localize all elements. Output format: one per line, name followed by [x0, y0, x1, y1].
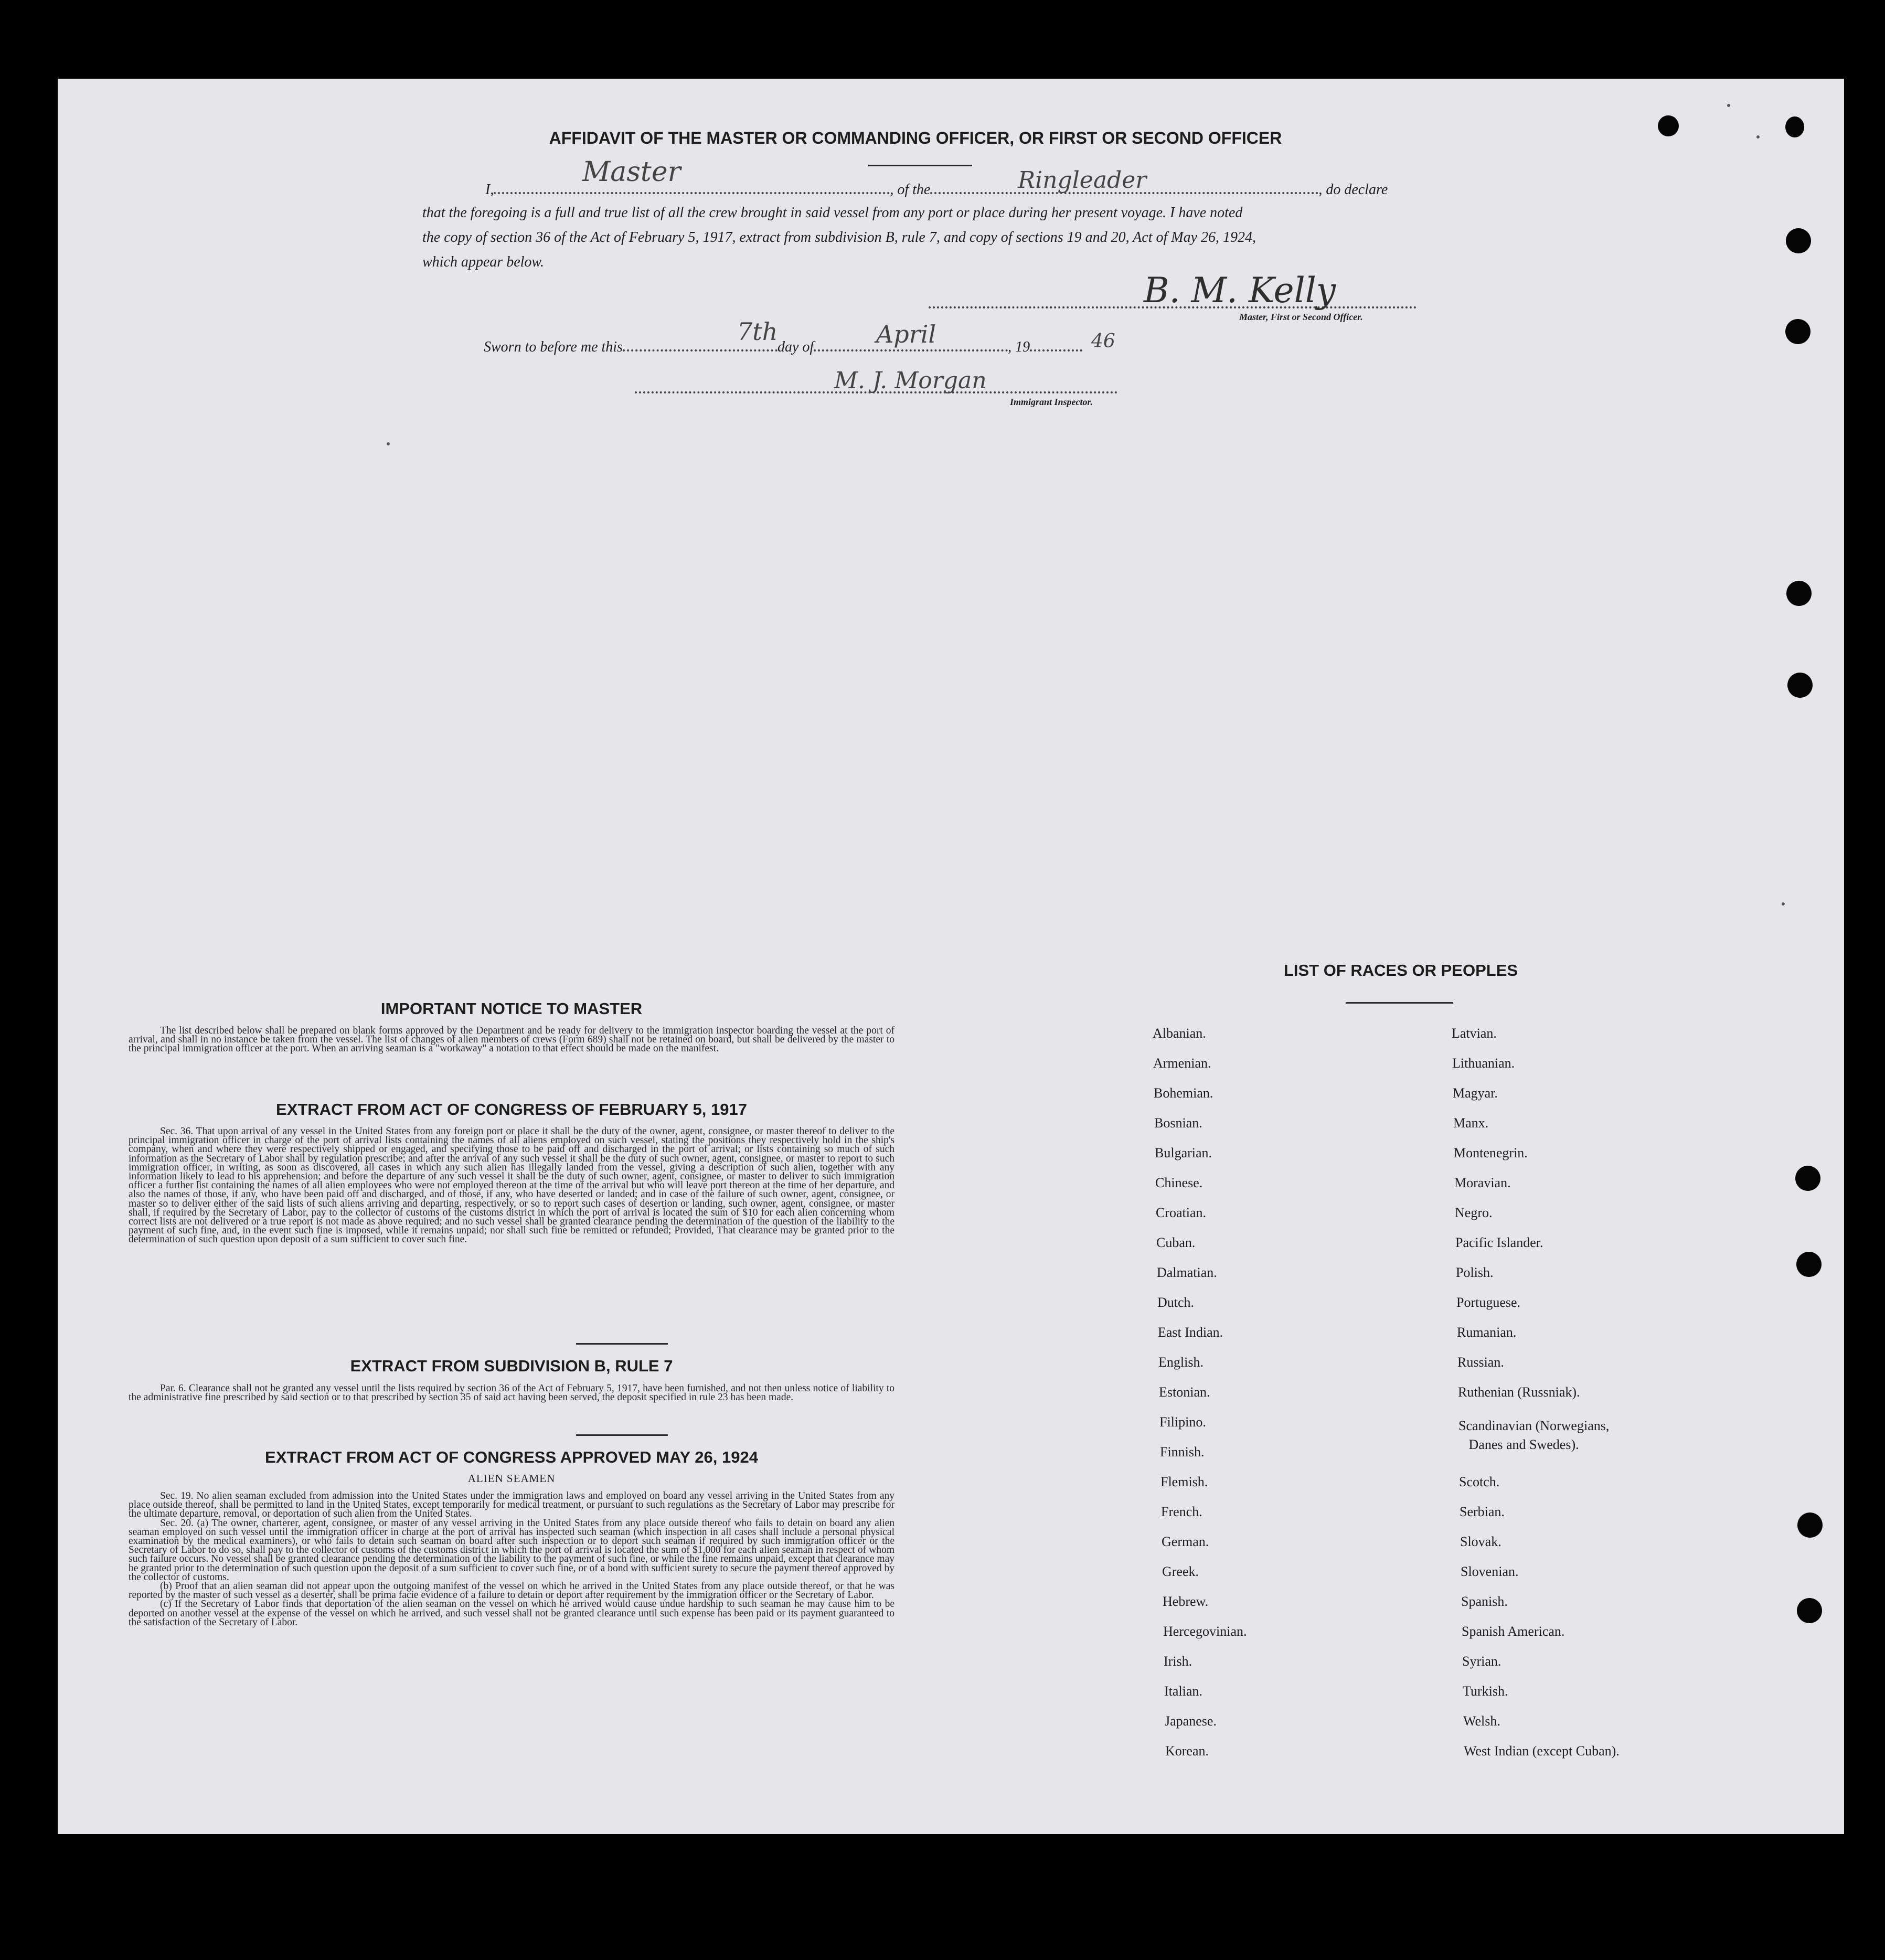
- declaration-line-1: I, , of the , do declare: [485, 179, 1388, 198]
- handwritten-month: April: [876, 320, 936, 348]
- race-item: Scandinavian (Norwegians, Danes and Swedes).: [1458, 1418, 1610, 1452]
- punch-hole: [1785, 319, 1811, 344]
- race-item: Negro.: [1455, 1205, 1493, 1220]
- race-item: West Indian (except Cuban).: [1464, 1743, 1620, 1759]
- sec-20a-text: Sec. 20. (a) The owner, charterer, agent, consignee, or master of any vessel arriving in the United States from any place outside thereof who fails to detain on board any alien seaman employed on such vessel until the immigration officer in charge at the port of arrival has inspected such seaman (which inspection in all cases shall include a personal physical examination by the medical examiners), or who fails to detain such seaman on board after such inspection or to deport such seaman if required by such immigration officer or the Secretary of Labor to do so, shall pay to the collector of customs of the customs district in which the port of arrival is located the sum of $1,000 for each alien seaman in respect of whom such failure occurs. No vessel shall be granted clearance pending the determination of the liability to the payment of such fine, or while the fine remains unpaid, except that clearance may be granted prior to the determination of such question upon the deposit of a sum sufficient to cover such fine, or of a bond with sufficient surety to secure the payment thereof approved by the collector of customs.: [129, 1517, 894, 1583]
- punch-hole: [1786, 228, 1811, 253]
- race-item: Lithuanian.: [1452, 1056, 1515, 1071]
- race-item: Rumanian.: [1457, 1325, 1517, 1340]
- punch-hole: [1797, 1512, 1823, 1538]
- races-title: LIST OF RACES OR PEOPLES: [1283, 961, 1518, 979]
- race-item: Manx.: [1453, 1115, 1489, 1131]
- race-item: Bulgarian.: [1155, 1145, 1212, 1160]
- extract-1917-text: Sec. 36. That upon arrival of any vessel in the United States from any foreign port or place it shall be the duty of the owner, agent, consignee, or master thereof to deliver to the principal immigration officer in charge of the port of arrival lists containing the names of all aliens employed on such vessel, stating the positions they respectively hold in the ship's company, when and where they were respectively shipped or engaged, and specifying those to be paid off and discharged in the port of arrival; or lists containing so much of such information as the Secretary of Labor shall by regulation prescribe; and after the arrival of any such vessel it shall be the duty of such owner, agent, consignee, or master to report to such immigration officer, in writing, as soon as discovered, all cases in which any such alien has illegally landed from the vessel, giving a description of such alien, together with any information likely to lead to his apprehension; and before the departure of any such vessel it shall be the duty of such owner, agent, consignee, or master to deliver to such immigration officer a further list containing the names of all alien employees who were not employed thereon at the time of the arrival but who will leave port thereon at the time of her departure, and also the names of those, if any, who have been paid off and discharged, and of those, if any, who have deserted or landed; and in case of the failure of such owner, agent, consignee, or master so to deliver either of the said lists of such aliens arriving and departing, respectively, or so to report such cases of desertion or landing, such owner, agent, consignee, or master shall, if required by the Secretary of Labor, pay to the collector of customs of the customs district in which the port of arrival is located the sum of $10 for each alien concerning whom correct lists are not delivered or a true report is not made as above required; and no such vessel shall be granted clearance pending the determination of the question of the liability to the payment of such fine, and, in the event such fine is imposed, while it remains unpaid; nor shall such fine be remitted or refunded; Provided, That clearance may be granted prior to the determination of such question upon deposit of a sum sufficient to cover such fine.: [129, 1126, 894, 1245]
- race-item: Finnish.: [1160, 1444, 1205, 1460]
- declaration-line-2: that the foregoing is a full and true list of all the crew brought in said vessel from any port or place during her present voyage. I have noted: [422, 205, 1243, 221]
- punch-hole: [1797, 1598, 1822, 1623]
- notice-title: IMPORTANT NOTICE TO MASTER: [380, 999, 643, 1018]
- race-item: Bohemian.: [1154, 1085, 1213, 1101]
- race-item: Cuban.: [1156, 1235, 1196, 1250]
- rule-7-text: Par. 6. Clearance shall not be granted any vessel until the lists required by section 36 of the Act of February 5, 1917, have been furnished, and not then unless notice of liability to the administrative fine prescribed by said section or to that prescribed by section 35 of said act having been served, the deposit specified in rule 23 has been made.: [129, 1383, 894, 1403]
- race-item: Scotch.: [1459, 1474, 1500, 1489]
- sec-19-text: Sec. 19. No alien seaman excluded from admission into the United States under the immigration laws and employed on board any vessel arriving in the United States from any place outside thereof, shall be permitted to land in the United States, except temporarily for medical treatment, or pursuant to such regulations as the Secretary of Labor may prescribe for the ultimate departure, removal, or deportation of such alien from the United States.: [129, 1490, 894, 1520]
- race-item: Japanese.: [1165, 1713, 1217, 1729]
- race-item: Montenegrin.: [1454, 1145, 1528, 1160]
- punch-hole: [1796, 1252, 1822, 1277]
- scan-speck: [1756, 135, 1760, 139]
- sec-20b-text: (b) Proof that an alien seaman did not appear upon the outgoing manifest of the vessel on which he arrived in the United States from any place outside thereof, or that he was reported by the master of such vessel as a deserter, shall be prima facie evidence of a failure to detain or deport after requirement by the immigration officer or the Secretary of Labor.: [129, 1581, 894, 1601]
- handwritten-day: 7th: [737, 317, 778, 346]
- handwritten-role: Master: [582, 156, 681, 188]
- race-item: Latvian.: [1452, 1026, 1497, 1041]
- race-item: Albanian.: [1153, 1026, 1206, 1041]
- master-signature: B. M. Kelly: [1144, 270, 1336, 311]
- race-item: Croatian.: [1156, 1205, 1207, 1220]
- race-item: Spanish American.: [1462, 1624, 1565, 1639]
- punch-hole: [1658, 115, 1679, 136]
- race-item: Moravian.: [1454, 1175, 1511, 1190]
- race-item: Slovak.: [1460, 1534, 1501, 1549]
- notice-text: The list described below shall be prepared on blank forms approved by the Department and be ready for delivery to the immigration inspector boarding the vessel at the port of arrival, and shall in no instance be taken from the vessel. The list of changes of alien members of crews (Form 689) shall not be retained on board, but shall be delivered by the master to the principal immigration officer at the port. When an arriving seaman is a "workaway" a notation to that effect should be made on the manifest.: [129, 1025, 894, 1054]
- scan-speck: [387, 442, 390, 445]
- inspector-signature: M. J. Morgan: [834, 367, 987, 394]
- race-item: Dutch.: [1157, 1295, 1195, 1310]
- races-divider: [1346, 1002, 1453, 1004]
- affidavit-title: AFFIDAVIT OF THE MASTER OR COMMANDING OFFICER, OR FIRST OR SECOND OFFICER: [549, 129, 1282, 147]
- extract-1924-title: EXTRACT FROM ACT OF CONGRESS APPROVED MAY 26, 1924: [265, 1448, 758, 1466]
- race-item: Syrian.: [1462, 1654, 1501, 1669]
- divider-1: [576, 1343, 668, 1345]
- handwritten-vessel-name: Ringleader: [1018, 167, 1147, 194]
- punch-hole: [1787, 673, 1813, 698]
- race-item: Dalmatian.: [1157, 1265, 1217, 1280]
- sec-20c-text: (c) If the Secretary of Labor finds that deportation of the alien seaman on the vessel on which he arrived would cause undue hardship to such seaman he may cause him to be deported on another vessel at the expense of the vessel on which he arrived, and such vessel shall not be granted clearance until such expense has been paid or its payment guaranteed to the satisfaction of the Secretary of Labor.: [129, 1599, 894, 1628]
- race-item: Hercegovinian.: [1163, 1624, 1247, 1639]
- race-item: Polish.: [1456, 1265, 1494, 1280]
- race-item: Magyar.: [1453, 1085, 1498, 1101]
- race-item: Flemish.: [1160, 1474, 1208, 1489]
- race-item: Bosnian.: [1154, 1115, 1202, 1131]
- punch-hole: [1785, 116, 1804, 137]
- race-item: Irish.: [1164, 1654, 1192, 1669]
- punch-hole: [1795, 1166, 1820, 1191]
- race-item: Estonian.: [1159, 1384, 1210, 1400]
- race-item: Russian.: [1457, 1355, 1504, 1370]
- race-item: Italian.: [1164, 1684, 1202, 1699]
- race-item: English.: [1158, 1355, 1204, 1370]
- race-item: French.: [1161, 1504, 1202, 1519]
- race-item: Turkish.: [1463, 1684, 1508, 1699]
- race-item: Welsh.: [1463, 1713, 1500, 1729]
- scan-speck: [1782, 902, 1785, 906]
- race-item: Pacific Islander.: [1455, 1235, 1543, 1250]
- race-item: Spanish.: [1461, 1594, 1508, 1609]
- scan-speck: [1727, 104, 1730, 107]
- race-item: Korean.: [1165, 1743, 1209, 1759]
- sworn-line: Sworn to before me this day of , 19: [484, 337, 1082, 356]
- divider-2: [576, 1434, 668, 1436]
- race-item: German.: [1162, 1534, 1209, 1549]
- race-item: Serbian.: [1460, 1504, 1505, 1519]
- race-item: Greek.: [1162, 1564, 1199, 1579]
- race-item: Hebrew.: [1163, 1594, 1209, 1609]
- alien-seamen-subtitle: ALIEN SEAMEN: [467, 1472, 556, 1485]
- extract-1924-text: [129, 1492, 894, 1627]
- race-item: Slovenian.: [1461, 1564, 1519, 1579]
- declaration-line-4: which appear below.: [422, 254, 545, 270]
- race-item: Armenian.: [1153, 1056, 1211, 1071]
- extract-1917-title: EXTRACT FROM ACT OF CONGRESS OF FEBRUARY 5, 1917: [276, 1100, 747, 1119]
- race-item: East Indian.: [1158, 1325, 1223, 1340]
- race-item: Portuguese.: [1456, 1295, 1521, 1310]
- handwritten-year: 46: [1091, 331, 1115, 352]
- declaration-line-3: the copy of section 36 of the Act of February 5, 1917, extract from subdivision B, rule 7, and copy of sections 19 and 20, Act of May 26, 1924,: [422, 229, 1256, 246]
- title-divider: [868, 165, 972, 166]
- rule-7-title: EXTRACT FROM SUBDIVISION B, RULE 7: [350, 1357, 673, 1375]
- master-caption: Master, First or Second Officer.: [1239, 312, 1363, 322]
- race-item: Chinese.: [1155, 1175, 1203, 1190]
- punch-hole: [1786, 581, 1812, 606]
- race-item: Ruthenian (Russniak).: [1458, 1384, 1580, 1400]
- race-item: Filipino.: [1159, 1414, 1206, 1430]
- inspector-caption: Immigrant Inspector.: [1010, 397, 1093, 407]
